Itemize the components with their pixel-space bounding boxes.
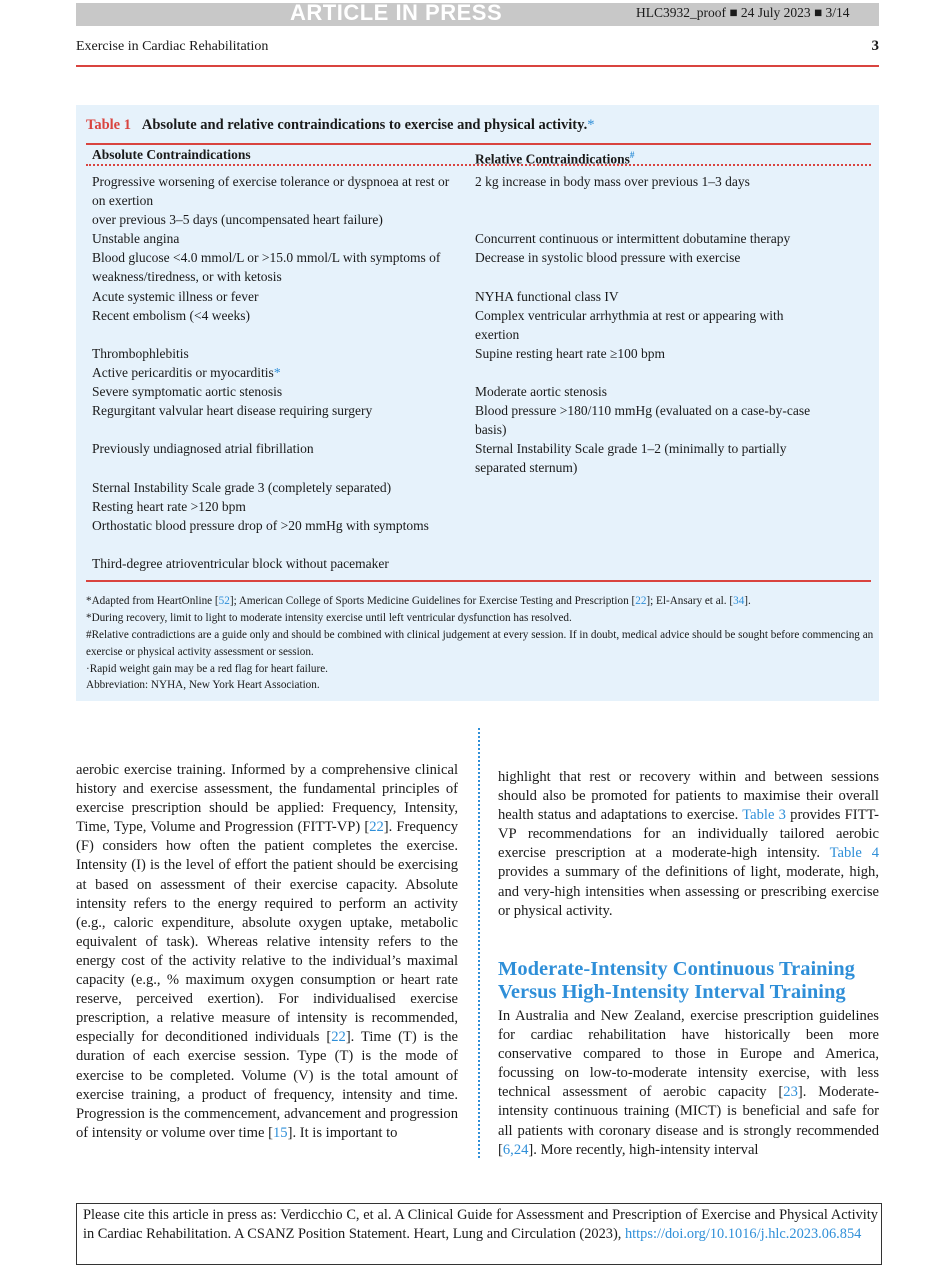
table-bottom-rule	[86, 580, 871, 582]
reference-link[interactable]: 23	[783, 1084, 798, 1101]
section-heading: Moderate-Intensity Continuous Training Versus High-Intensity Interval Training	[498, 958, 855, 1003]
body-paragraph	[76, 761, 458, 1143]
rel-row: 2 kg increase in body mass over previous 1–3 days	[475, 174, 750, 189]
table-header-rule	[86, 164, 871, 166]
body-text: provides FITT-VP recommendations for an individually tailored aerobic exercise prescription at a moderate-high intensity.	[498, 807, 879, 862]
abs-row: Sternal Instability Scale grade 3 (completely separated)	[92, 480, 392, 495]
note-text: *Adapted from HeartOnline [	[86, 595, 219, 607]
abs-row: Third-degree atrioventricular block without pacemaker	[92, 556, 389, 571]
running-head-title: Exercise in Cardiac Rehabilitation	[76, 39, 269, 54]
left-column	[76, 761, 458, 1143]
banner-title: ARTICLE IN PRESS	[290, 0, 503, 25]
reference-link[interactable]: 6,24	[502, 1141, 529, 1158]
abs-row: Previously undiagnosed atrial fibrillation	[92, 441, 314, 456]
abs-row	[92, 363, 457, 382]
right-column-top	[498, 768, 879, 921]
rel-row: Supine resting heart rate ≥100 bpm	[475, 346, 665, 361]
table-note-recovery: *During recovery, limit to light to moderate intensity exercise until left ventricular dysfunction has resolved.	[86, 612, 572, 624]
abs-row: Regurgitant valvular heart disease requiring surgery	[92, 403, 373, 418]
myocarditis-mark[interactable]: *	[273, 365, 281, 380]
table-note-abbreviation: Abbreviation: NYHA, New York Heart Association.	[86, 679, 320, 691]
body-paragraph	[498, 1007, 879, 1160]
table-caption	[86, 116, 594, 134]
right-column-bottom	[498, 1007, 879, 1160]
note-text: ]; American College of Sports Medicine Guidelines for Exercise Testing and Prescription [	[229, 595, 636, 607]
abs-row: over previous 3–5 days (uncompensated heart failure)	[92, 212, 383, 227]
table-note-weight: ·Rapid weight gain may be a red flag for heart failure.	[86, 663, 328, 675]
body-text: ]. Frequency (F) considers how often the patient completes the exercise. Intensity (I) is the level of effort the patient should be exercising at based on assessment of their exercise capacity. Absolute intensity refers to the energy required to perform an activity (e.g., caloric expenditure, absolute oxygen uptake, metabolic equivalent of task). Whereas relative intensity refers to the energy cost of the activity relative to the individual’s maximal capacity (e.g., % maximum oxygen consumption or heart rate reserve, perceived exertion). For individualised exercise prescription, a relative measure of intensity is recommended, especially for deconditioned individuals [	[76, 819, 458, 1046]
body-text: ]. More recently, high-intensity interval	[528, 1141, 759, 1158]
reference-link[interactable]: 34	[733, 595, 745, 607]
table-title: Absolute and relative contraindications to exercise and physical activity.	[141, 117, 588, 133]
rel-row: NYHA functional class IV	[475, 289, 619, 304]
reference-link[interactable]: 15	[272, 1124, 288, 1141]
body-text: aerobic exercise training. Informed by a comprehensive clinical history and exercise assessment, the fundamental principles of exercise prescription should be applied: Frequency, Intensity, Time, Type, Volume and Progression (FITT-VP) [	[76, 762, 458, 836]
table-note-sources	[86, 593, 876, 610]
abs-row: Acute systemic illness or fever	[92, 289, 259, 304]
body-paragraph	[498, 768, 879, 921]
body-text: provides a summary of the definitions of light, moderate, high, and very-high intensities when assessing or prescribing exercise or physical activity.	[498, 864, 879, 919]
table-label: Table 1	[86, 117, 131, 133]
body-text: In Australia and New Zealand, exercise prescription guidelines for cardiac rehabilitation have historically been more conservative compared to those in Europe and America, focussing on low-to-moderate intensity exercise, with less technical assessment of aerobic capacity [	[498, 1008, 879, 1101]
banner-meta: HLC3932_proof ■ 24 July 2023 ■ 3/14	[636, 5, 850, 20]
table-4-link[interactable]: Table 4	[829, 845, 879, 862]
rel-row: Blood pressure >180/110 mmHg (evaluated on a case-by-case basis)	[475, 403, 811, 438]
rel-row: Concurrent continuous or intermittent dobutamine therapy	[475, 231, 791, 246]
header-rule	[76, 65, 879, 67]
body-text: ]. Time (T) is the duration of each exercise session. Type (T) is the mode of exercise to be completed. Volume (V) is the total amount of exercise training, a product of frequency, intensity and time. Progression is the commencement, advancement and progression of intensity or volume over time [	[76, 1029, 458, 1141]
page-number: 3	[871, 38, 879, 54]
abs-row: Orthostatic blood pressure drop of >20 mmHg with symptoms	[92, 518, 429, 533]
abs-row: Severe symptomatic aortic stenosis	[92, 384, 283, 399]
abs-row: Resting heart rate >120 bpm	[92, 499, 246, 514]
abs-row-text: Active pericarditis or myocarditis	[92, 365, 274, 380]
doi-link[interactable]: https://doi.org/10.1016/j.hlc.2023.06.854	[624, 1226, 862, 1243]
relative-mark[interactable]: #	[629, 150, 635, 160]
citation-text: Please cite this article in press as: Verdicchio C, et al. A Clinical Guide for Assessment and Prescription of Exercise and Physical Activity in Cardiac Rehabilitation. A CSANZ Position Statement. Heart, Lung and Circulation (2023),	[83, 1207, 878, 1243]
rel-row: Complex ventricular arrhythmia at rest or appearing with exertion	[475, 308, 784, 343]
reference-link[interactable]: 22	[369, 819, 384, 836]
body-text: ]. Moderate-intensity continuous training (MICT) is beneficial and safe for all patients with coronary disease and is strongly recommended [	[498, 1084, 879, 1158]
body-text: ]. It is important to	[287, 1124, 398, 1141]
column-header-absolute: Absolute Contraindications	[92, 147, 251, 162]
note-text: ]; El-Ansary et al. [	[646, 595, 734, 607]
column-header-relative-label: Relative Contraindications	[475, 151, 630, 167]
rel-row: Sternal Instability Scale grade 1–2 (minimally to partially separated sternum)	[475, 441, 787, 476]
abs-row: Blood glucose <4.0 mmol/L or >15.0 mmol/L with symptoms of weakness/tiredness, or with ketosis	[92, 250, 441, 285]
table-title-mark[interactable]: *	[587, 117, 595, 133]
rel-row: Moderate aortic stenosis	[475, 384, 607, 399]
abs-row: Thrombophlebitis	[92, 346, 189, 361]
table-3-link[interactable]: Table 3	[742, 807, 786, 824]
abs-row: Recent embolism (<4 weeks)	[92, 308, 250, 323]
rel-row: Decrease in systolic blood pressure with exercise	[475, 250, 741, 265]
body-text: highlight that rest or recovery within and between sessions should also be promoted for patients to maximise their overall health status and adaptations to exercise.	[498, 769, 879, 824]
reference-link[interactable]: 52	[218, 595, 230, 607]
citation-box	[76, 1203, 882, 1265]
reference-link[interactable]: 22	[331, 1029, 346, 1046]
reference-link[interactable]: 22	[635, 595, 647, 607]
abs-row: Unstable angina	[92, 231, 180, 246]
abs-row: Progressive worsening of exercise tolerance or dyspnoea at rest or on exertion	[92, 174, 450, 209]
note-text: ].	[744, 595, 751, 607]
table-top-rule	[86, 143, 871, 145]
column-separator	[478, 728, 480, 1158]
table-note-relative: #Relative contradictions are a guide only and should be combined with clinical judgement at every session. If in doubt, medical advice should be sought before commencing an exercise or physical activity assessment or session.	[86, 629, 874, 658]
